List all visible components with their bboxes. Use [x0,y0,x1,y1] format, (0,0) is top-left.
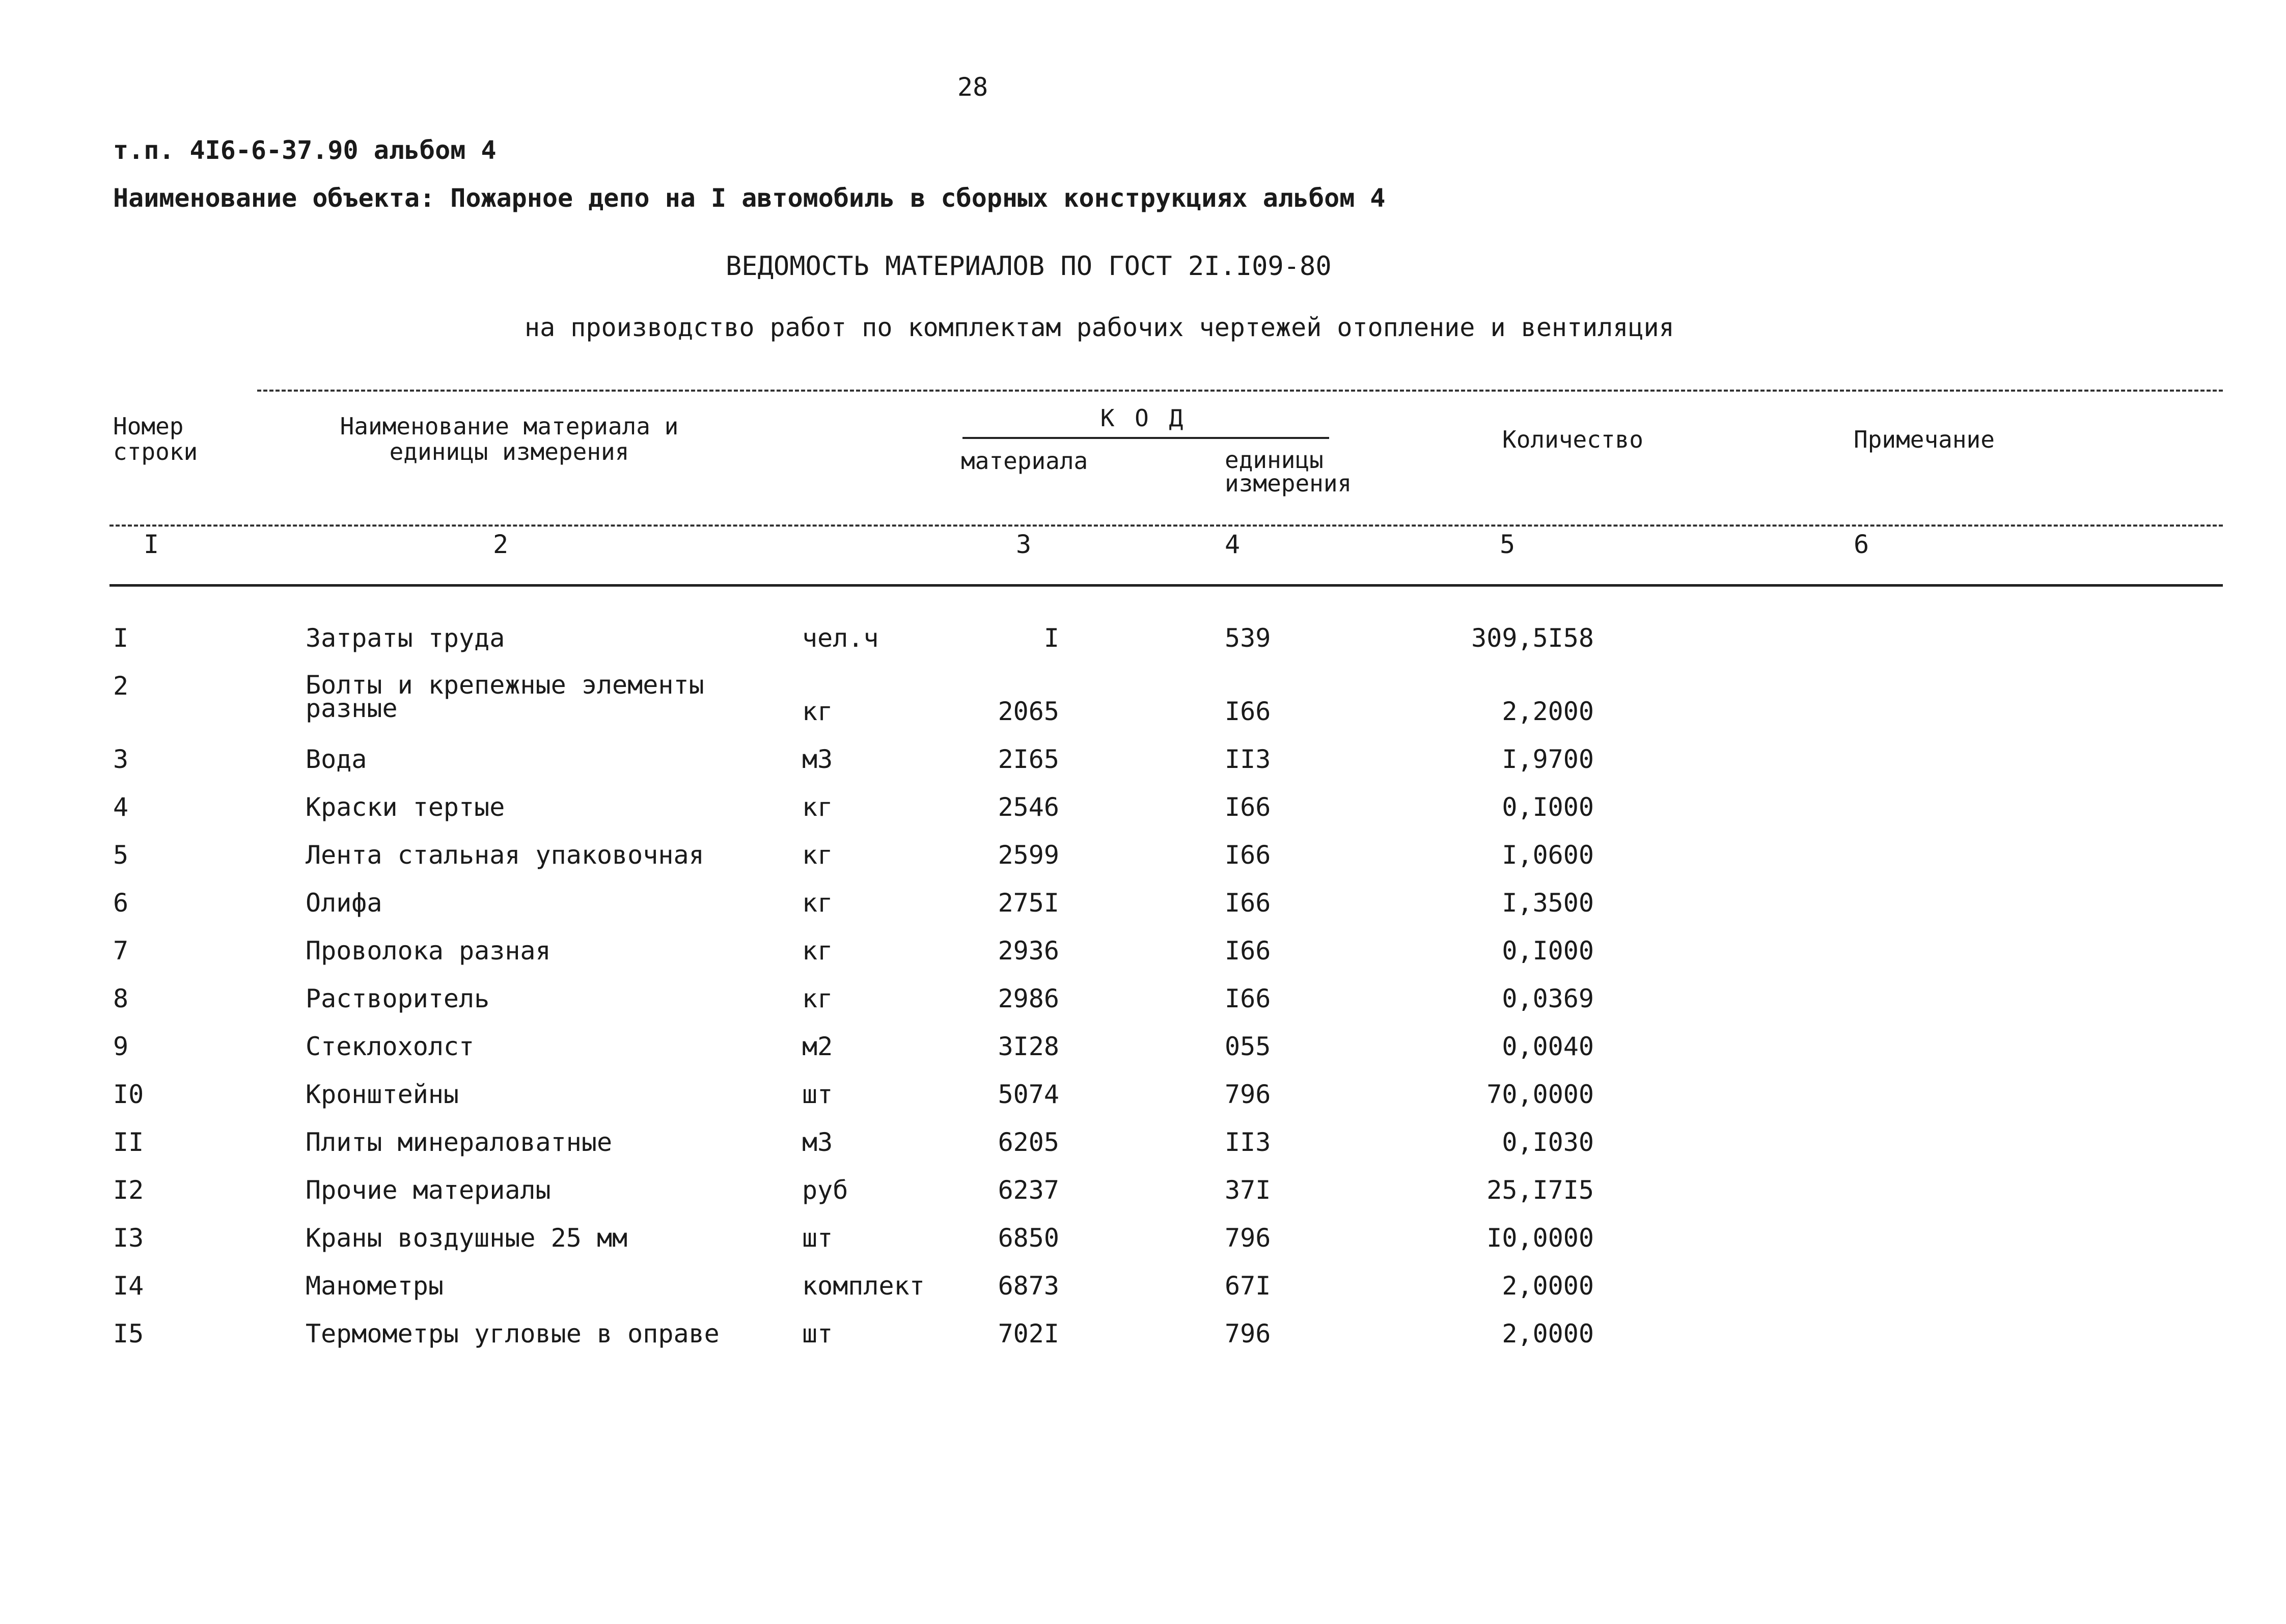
quantity: 0,0369 [1502,984,1594,1013]
quantity: 70,0000 [1486,1080,1594,1109]
header-code-unit: единицы измерения [1225,446,1352,497]
material-code: 2065 [998,697,1059,726]
unit-of-measure: кг [802,697,833,726]
row-number: 5 [113,840,129,870]
unit-code: I66 [1225,936,1271,966]
material-name: Болты и крепежные элементы разные [306,670,704,723]
row-number: 6 [113,888,129,918]
material-name: Прочие материалы [306,1175,551,1205]
material-name: Лента стальная упаковочная [306,840,704,870]
unit-of-measure: шт [802,1319,833,1348]
material-code: 6873 [998,1271,1059,1301]
material-name: Стеклохолст [306,1032,475,1061]
unit-code: 796 [1225,1319,1271,1348]
quantity: I,3500 [1502,888,1594,918]
document-title: ВЕДОМОСТЬ МАТЕРИАЛОВ ПО ГОСТ 2I.I09-80 [726,251,1332,282]
unit-code: II3 [1225,1127,1271,1157]
material-name: Манометры [306,1271,444,1301]
unit-of-measure: чел.ч [802,623,879,653]
unit-code: I66 [1225,840,1271,870]
row-number: 4 [113,792,129,822]
material-code: 5074 [998,1080,1059,1109]
row-number: I [113,623,129,653]
unit-code: 67I [1225,1271,1271,1301]
header-code: К О Д [1100,404,1187,432]
column-number-6: 6 [1854,530,1869,559]
material-code: I [1043,623,1059,653]
unit-of-measure: комплект [802,1271,925,1301]
row-number: 7 [113,936,129,966]
quantity: I,9700 [1502,745,1594,774]
material-name: Проволока разная [306,936,551,966]
quantity: 0,I000 [1502,936,1594,966]
unit-code: I66 [1225,888,1271,918]
material-name: Затраты труда [306,623,505,653]
row-number: 8 [113,984,129,1013]
material-name: Краски тертые [306,792,505,822]
unit-of-measure: кг [802,984,833,1013]
column-number-1: I [144,530,159,559]
column-number-4: 4 [1225,530,1241,559]
quantity: 2,0000 [1502,1319,1594,1348]
material-code: 702I [998,1319,1059,1348]
material-name: Олифа [306,888,382,918]
row-number: II [113,1127,144,1157]
header-quantity: Количество [1502,426,1643,453]
material-name: Вода [306,745,367,774]
material-code: 2I65 [998,745,1059,774]
row-number: I5 [113,1319,144,1348]
material-name: Кронштейны [306,1080,459,1109]
unit-code: I66 [1225,697,1271,726]
unit-of-measure: кг [802,936,833,966]
material-name: Термометры угловые в оправе [306,1319,720,1348]
material-code: 2546 [998,792,1059,822]
document-code: т.п. 4I6-6-37.90 альбом 4 [113,135,497,165]
row-number: I3 [113,1223,144,1253]
row-number: 3 [113,745,129,774]
header-material-name: Наименование материала и единицы измерения [340,412,679,465]
quantity: 0,I030 [1502,1127,1594,1157]
material-code: 2986 [998,984,1059,1013]
page-number: 28 [957,72,988,102]
material-code: 275I [998,888,1059,918]
unit-code: 055 [1225,1032,1271,1061]
material-code: 6205 [998,1127,1059,1157]
quantity: 0,I000 [1502,792,1594,822]
column-number-3: 3 [1016,530,1032,559]
material-code: 2936 [998,936,1059,966]
material-code: 3I28 [998,1032,1059,1061]
material-code: 2599 [998,840,1059,870]
unit-code: I66 [1225,792,1271,822]
column-number-5: 5 [1500,530,1516,559]
unit-code: II3 [1225,745,1271,774]
row-number: I0 [113,1080,144,1109]
row-number: I2 [113,1175,144,1205]
table-top-rule [257,390,2223,392]
quantity: 309,5I58 [1471,623,1594,653]
unit-of-measure: руб [802,1175,848,1205]
header-code-underline [962,437,1329,439]
unit-of-measure: шт [802,1080,833,1109]
unit-of-measure: кг [802,792,833,822]
unit-of-measure: м2 [802,1032,833,1061]
object-name-line: Наименование объекта: Пожарное депо на I автомобиль в сборных конструкциях альбом 4 [113,183,1386,213]
row-number: 9 [113,1032,129,1061]
header-note: Примечание [1854,426,1995,453]
material-code: 6850 [998,1223,1059,1253]
material-name: Растворитель [306,984,490,1013]
unit-of-measure: м3 [802,745,833,774]
unit-code: 796 [1225,1080,1271,1109]
unit-code: 796 [1225,1223,1271,1253]
unit-of-measure: шт [802,1223,833,1253]
unit-of-measure: кг [802,888,833,918]
header-row-number: Номер строки [113,412,198,465]
unit-of-measure: м3 [802,1127,833,1157]
quantity: 25,I7I5 [1486,1175,1594,1205]
header-bottom-rule [109,525,2223,527]
column-number-bottom-rule [109,584,2223,587]
quantity: I,0600 [1502,840,1594,870]
column-number-2: 2 [493,530,509,559]
unit-code: 37I [1225,1175,1271,1205]
material-name: Краны воздушные 25 мм [306,1223,628,1253]
row-number: I4 [113,1271,144,1301]
header-code-material: материала [961,447,1088,475]
unit-of-measure: кг [802,840,833,870]
quantity: I0,0000 [1486,1223,1594,1253]
material-code: 6237 [998,1175,1059,1205]
material-name: Плиты минераловатные [306,1127,613,1157]
quantity: 2,0000 [1502,1271,1594,1301]
unit-code: 539 [1225,623,1271,653]
row-number: 2 [113,671,129,701]
quantity: 2,2000 [1502,697,1594,726]
document-subtitle: на производство работ по комплектам рабочих чертежей отопление и вентиляция [525,313,1674,342]
unit-code: I66 [1225,984,1271,1013]
quantity: 0,0040 [1502,1032,1594,1061]
